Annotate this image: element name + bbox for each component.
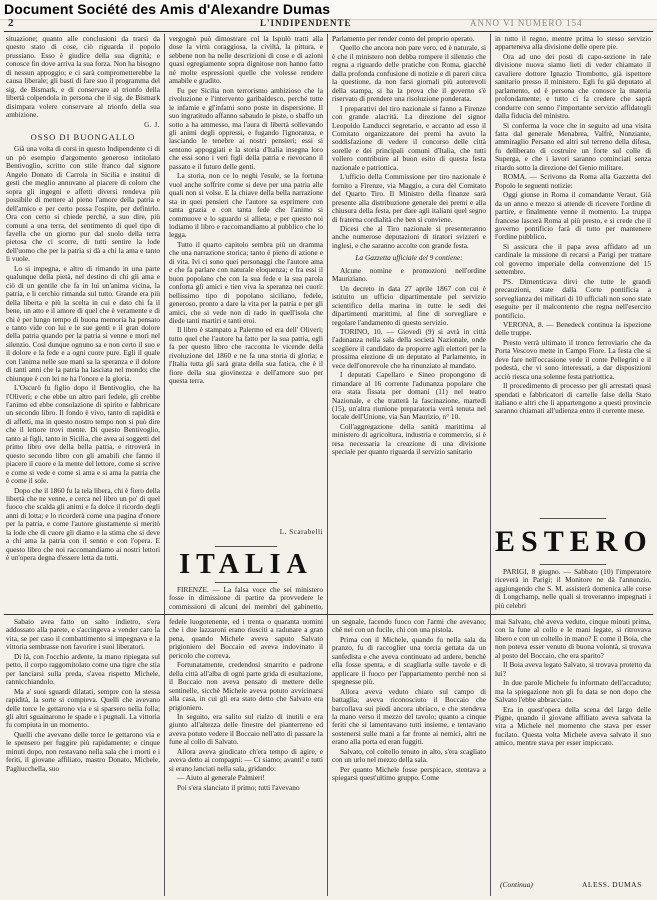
novel-paragraph: un segnale, facendo fuoco con l'armi che avevano; ché nei con un fucile, chi con una pistola. [332, 618, 486, 635]
article-paragraph: in tutto il regno, mentre prima lo stesso servizio apparteneva alla divisione delle opere pie. [495, 35, 651, 52]
column-3-upper [332, 35, 486, 611]
novel-paragraph: mai Salvato, chè aveva veduto, cinque minuti prima, con la fune al collo e le mani legate, si ritrovava libero e con un coltello in mano? E come il Boia, che non poteva esser venuto di buona volontà, si trovava al posto del Boccaio, che era sparito? [495, 618, 651, 660]
feuilleton-column-2 [169, 618, 323, 896]
novel-paragraph: Era in quest'opera della scena del largo delle Pigne, quando il giovane affiliato aveva salvata la vita a Michele nel momento che stava per esser fucilato. Questa volta Michele aveva salvato il suo amico, mentre stava per esser impiccato. [495, 704, 651, 748]
article-paragraph: Lo si impegna, e altro di rimando in una parte qualunque della pietà, nel destino di chi gli ama e ciò di un gentile che fa in lui un'anima vicina, la patria, e li cerchio rimanda sul tutto. Grande era più della liberta e più la scelta in cui e dato chi fa il bene, un atto e il amore di quel che è veramente e di chi è per lungo tempo di buona memoria ha pensato e tanto vide con lui e le sue genti e il gran dolore della patria quando per la patria si venne e morì nel silenzio. Così dunque ognuno sa e non certo il suo e il dolore e la fede e a ogni cuore pure. Egli il quale con l'anima nelle sue mani sa la speranza e il dolore di tanti anni che la patria ha lasciata nel mondo; che chiunque è con lei ne ha l'onore e la gloria. [6, 263, 160, 383]
article-paragraph: Parlamento per render conto del proprio operato. [332, 35, 475, 43]
article-paragraph: Tutto il quarto capitolo sembra più un dramma che una narrazione storica; tanto è pieno di azione e di vita. Ivi ci sono quei personaggi che l'autore ama e che fa parlare con naturale eloquenza; e fra essi il buon popolano che con la sua fede e la sua parola conforta gli amici e tien viva la speranza nei cuori: bellissimo tipo di popolano siciliano, fedele, generoso, pronto a dare la vita per la patria e per gli amici, che si vede non di rado in quell'isola che diede tanti martiri e tanti eroi. [169, 239, 323, 325]
novel-paragraph: In due parole Michele fu informato dell'accaduto; ma la spiegazione non gli fu data se non dopo che Salvato l'ebbe abbracciato. [495, 678, 651, 705]
novel-paragraph: Salvato, col coltello tenuto in alto, s'era scagliato con un urlo nel mezzo della sala. [332, 746, 486, 765]
column-rule [327, 34, 328, 896]
novel-paragraph: Il Boia aveva legato Salvato, si trovava protetto da lui? [495, 660, 651, 678]
article-paragraph: Oggi giunse in Roma il comandante Veraut. Già da un anno e mezzo si attende di ricevere l'ordine di partire, e finalmente venne il momento. La truppa francese lascerà Roma al più presto, e si crede che il governo pontificio farà di tutto per mantenere l'ordine pubblico. [495, 190, 651, 242]
article-paragraph: Dicesi che al Tiro nazionale si presenteranno anche numerose deputazioni di tiratori svizzeri e inglesi, e che saranno accolte con grande festa. [332, 223, 486, 250]
article-paragraph: Presto verrà ultimato il tronco ferroviario che da Porta Vescovo mette in Campo Fiore. La festa che si deve fare nell'occasione vede il conte Pellegrini e il podestà, che vi sono interessati, a dar disposizioni acciò riesca una solenne festa patriottica. [495, 337, 651, 381]
novel-paragraph: Allora aveva giudicato ch'era tempo di agire, e aveva detto ai compagni: — Ci siamo; avanti! e tutti si erano lanciati nella sala, gridando: [169, 746, 323, 773]
novel-paragraph: Per quanto Michele fosse perspicace, stentava a spiegarsi quest'ultimo gruppo. Come [332, 764, 486, 783]
article-paragraph: situazione; quanto alle conclusioni da trarsi da questo stato di cose, ciò riguarda il popolo prussiano. Esso è giudice della sua dignità; e conosce fin dove arriva la sua forza. Non ha bisogno di nessun appoggio; e ci sarà comprometterebbe la causa liberale; gli basti di fare suo il programma del sig. de Bismark, e di conservare al trionfo della libertà colpendola in persona che il sig. de Bismark disimpara volere conservare al trionfo della sua ambizione. [6, 35, 160, 120]
article-paragraph: Alcune nomine e promozioni nell'ordine Mauriziano. [332, 265, 486, 284]
article-paragraph: Dopo che il 1860 fu la tela libera, chi è fiero della libertà che ne venne, e cerca nel libro un po' di quel fuoco che scalda gli animi e fa dolce il ricordo degli anni di lotta; e lo ricorderà come una pagina d'onore per la patria, e come l'autore giustamente si meritò la lode che di cuore gli diamo e la stima che si deve a chi ama la patria con il senno e con l'opera. E questo libro che noi raccomandiamo ai nostri lettori è un'opera degna d'essere letta da tutti. [6, 485, 160, 563]
article-paragraph: TORINO, 10. — Giovedì (9) si avrà in città l'adunanza nella sala della società Nazionale, onde scegliere il candidato da proporre agli elettori per la prossima elezione di un deputato al Parlamento, in vece dell'onorevole che ha rinunziato al mandato. [332, 326, 486, 370]
feuilleton-column-3 [332, 618, 486, 896]
feuilleton-rule [4, 614, 653, 615]
article-paragraph: Quello che ancora non pare vero, ed è naturale, si è che il ministero non debba rompere il silenzio che regna a riguardo delle pratiche con Roma, giacchè dalla profonda confusione di notizie e di pareri circa la questione, da non farsi giornali più autorevoli della stampa, si ha la prova che il governo s'è riservato di prendere una risoluzione ponderata. [332, 43, 486, 104]
column-rule [490, 34, 491, 896]
issue-line: ANNO VI NUMERO 154 [470, 18, 583, 28]
header-rule [4, 31, 653, 32]
column-4-upper [495, 35, 651, 515]
novel-paragraph: Sabaio avea fatto un salto indietro, s'era addossato alla parete, e s'accingeva a vender caro la vita, se per caso il combattimento si impegnava e la vittoria sembrasse non favorire i suoi liberatori. [6, 618, 160, 652]
novel-paragraph: Fortunatamente, credendosi smarrito e padrone della città all'alba di ogni parte grida di esultazione, il Boccaio non aveva pensato di mettere delle sentinelle, sicchè Michele aveva potuto avvicinarsi alla casa, in cui gli era stato detto che Salvato era prigioniero. [169, 660, 323, 712]
article-paragraph: Si assicura che il papa avea affidato ad un cardinale la missione di recarsi a Parigi per trattare col governo imperiale della convenzione del 15 settembre. [495, 241, 651, 277]
section-heading: OSSO DI BUONGALLO [30, 131, 136, 142]
article-paragraph: VERONA, 8. — Benedeck continua la ispezione delle truppe. [495, 319, 651, 338]
italia-heading: ITALIA [179, 549, 313, 580]
article-paragraph: Coll'aggregazione della sanità marittima al ministero di agricoltura, industria e commercio, si è resa necessaria la creazione di una divisione speciale per quanto riguarda il servizio sanitario [332, 421, 486, 457]
article-paragraph: Già una volta di corsi in questo Indipendente ci di un pò esempio d'argomento generoso intitolato Bentivoglio, scritto con stile franco dal signore Angelo Donato di Carrola in Sicilia e instituì di gesti che meglio annuvano al piacere di coloro che sopra gli ingegni e affetti diversi rendeva più possibile di mettere al pieno l'amore della patria e dell'amico e per certo possa l'ospite, per definirlo. Ora con certo si chiede perché, a suo dire, più comuni a una terra, del sentimento di quel tipo di favella che un giorno pur dal suolo della terra pietosa che ci scorre, di tutti sentire la lode dell'uomo che per la patria si dà a chi la ama e tanto li vuole. [6, 144, 160, 264]
novel-paragraph: — Aiuto al generale Palmieri! [177, 773, 265, 783]
article-paragraph: La storia, non ce lo neghi l'esule, se la fortuna vuol anche soffrire come si deve per una patria alle quali non si volse. E la chiave della bella narrazione sta in quei pensieri che l'autore sa esprimere con tanta grazia e con tanta fede che l'animo si commuove e lo sguardo si allieta; e per questo noi lodiamo il libro e raccomandiamo al pubblico che lo legga. [169, 171, 323, 240]
archive-banner [0, 0, 657, 20]
page-number: 2 [8, 17, 14, 29]
running-head [0, 18, 657, 30]
article-paragraph: Ora ad uno dei posti di capo-sezione in tale divisione nuova siamo lieti di veder chiamato il cavaliere dottore Ignazio Trombotto, già ispettore sanitario presso il ministero. Egli fu già deputato al parlamento, ed è persona che conosce la materia profondamente; e tutto ci fa credere che saprà condurre con senno l'importante servizio affidatogli dalla fiducia del ministro. [495, 51, 651, 121]
novel-paragraph: Prima con il Michele, quando fu nella sala da pranzo, fu di raccoglier una torcia gettata da un sanfedista e che aveva continuato ad ardere, benchè ella fosse spenta, e di scagliarla sulle tavole e di applicare il fuoco per l'appartamento perchè non si spegnesse più. [332, 634, 486, 687]
archive-title: Document Société des Amis d'Alexandre Dumas [4, 1, 331, 17]
column-2-upper [169, 35, 323, 560]
article-paragraph: Si conferma la voce che in seguito ad una visita fatta dal generale Menabrea, Valfrè, Nunziante, ammiraglio Persano ed altri sul terreno della difesa, fu deliberato di costruire un forte sul colle di Superga, e che i lavori saranno cominciati senza ritardo sotto la direzione del Genio militare. [495, 120, 651, 172]
article-paragraph: Un decreto in data 27 aprile 1867 con cui è istituito un ufficio dipartimentale pel servizio scientifico della marina in tutte le sedi dei dipartimenti marittimi, al fine di sorvegliare e regolare l'andamento di questo servizio. [332, 283, 486, 327]
newspaper-title: L'INDIPENDENTE [260, 18, 352, 28]
column-2-news [169, 586, 323, 612]
article-paragraph: I deputati Capellaro e Sineo propongono di rimandare al 16 corrente l'adunanza popolare che era stata fissata per domani (11) nel teatro Nazionale, e che tratterà la fascinazione, martedì (15), un'altra riunione preparatoria verrà tenuta nel locale dell'Unione, via San Maurizio, n° 10. [332, 370, 486, 422]
author-signature: ALESS. DUMAS [582, 880, 642, 889]
article-signature: G. J. [144, 120, 160, 129]
article-paragraph: PS. Dimenticava dirvi che tutte le grandi precauzioni, state dalla Corte pontificia a sorveglianza dei militari di 10 ufficiali non sono state eseguite per il malcontento che regna nell'esercito pontificio. [495, 276, 651, 320]
novel-paragraph: Di là, con l'occhio ardente, la mano ripiegata sul petto, il corpo raggomitolato come una tigre che stia per lanciarsi sulla preda, s'avea rispetto Michele, rannicchiandolo. [6, 651, 160, 687]
column-4-news [495, 568, 651, 612]
article-paragraph: ROMA. — Scrivono da Roma alla Gazzetta del Popolo le seguenti notizie: [495, 172, 651, 190]
article-paragraph: Il libro è stampato a Palermo ed era dell' Oliveri; tutto quel che l'autore ha fatto per la sua patria, egli fa per questo libro che racconta le vicende della rivoluzione del 1860 e ne fa una storia di gloria; e l'Italia tutta gli sarà grata della sua fatica, che è il fiore della sua giovinezza e dell'amore suo per questa terra. [169, 325, 323, 386]
novel-paragraph: Poi s'era slanciato il primo; tutti l'avevano [177, 782, 300, 792]
novel-paragraph: fedele luogotenente, ed i trenta o quaranta uomini che i due lazzaroni erano riusciti a radunare a gran pena, quando Michele aveva saputo Salvato prigioniero del Boccaio ed aveva indovinato il pericolo che correva. [169, 618, 323, 660]
novel-paragraph: Quelli che avevano delle torce le gettarono via e le spensero per fuggire più rapidamente; e cinque minuti dopo, non restavano nella sala che i morti e i feriti, il giovane affiliato, mastro Donato, Michele, Pagliucchella, suo [6, 729, 160, 773]
news-paragraph: FIRENZE. — La falsa voce che sei ministero fosse in dimissione di partire da provvedere le commissioni di alcuni dei membri del gabinetto, [169, 586, 323, 611]
section-rule [540, 564, 606, 565]
section-rule [540, 518, 606, 519]
section-rule [215, 546, 277, 547]
novel-paragraph: Allora aveva veduto chiaro sul campo di battaglia; aveva riconosciuto il Boccaio che barcollava sui piedi ancora ubriaco, e che stendeva la mano verso il mezzo del tavolo; quanto a cinque feriti che si lamentavano tutti insieme, e tentavano sostenersi sulle mani a far fronte ai nemici, altri ne erano alla porta ed eran fuggiti. [332, 686, 486, 747]
review-signature-block [169, 528, 323, 542]
gazzetta-heading: La Gazzetta ufficiale del 9 contiene: [355, 253, 463, 263]
article-signature: L. Scarabelli [279, 528, 323, 536]
article-paragraph: Il procedimento di processo per gli arrestati quasi spendati e fabbricatori di cartelle false della Stato italiano e altri che li appartengono a questi provincie saranno chiamati all'udienza entro il corrente mese. [495, 381, 651, 416]
feuilleton-column-1 [6, 618, 160, 896]
news-paragraph: PARIGI, 8 giugno. — Sabbato (10) l'imperatore riceverà in Parigi; il Monitore ne dà l'annunzio, aggiungendo che S. M. assisterà domenica alle corse di Longchamp, nelle quali si troveranno impegnati i più celebri [495, 568, 651, 610]
novel-paragraph: In seguito, era salito sul rialzo di inutili e era giunto all'altezza delle finestre del pianterreno ed aveva potuto vedere il Boccaio nell'atto di passare la fune al collo di Salvato. [169, 711, 323, 747]
novel-paragraph: Ma a' suoi sguardi dilatati, sempre con la stessa rapidità, la sorte si compieva. Quelli che avevano delle torce le gettarono via e si sparsero nella folla; gli altri sguainarono le spade e i pugnali. La vittoria fu compiuta in un momento. [6, 686, 160, 730]
column-rule [164, 34, 165, 896]
estero-heading: ESTERO [495, 525, 653, 558]
continua-note: (Continua) [500, 880, 533, 889]
column-1-upper [6, 35, 160, 611]
article-paragraph: I preparativi del tiro nazionale si fanno a Firenze con grande alacrità. La direzione del signor Leopoldo Landucci segretario, e accanto ad esso il Comitato organizzatore dei premi ha avuto la soddisfazione di vedere il concorso delle città sorelle e dei principali comuni d'Italia, che tutti vollero contribuire al buon esito di questa festa nazionale e patriottica. [332, 103, 486, 172]
article-paragraph: L'Oscurò fu figlio dopo il Bentivoglio, che ha l'Oliveri; e che ebbe un altro pari fedele, gli crebbe l'animo ed ebbe consolazione di spirito e fabbricare un secondo libro. Il fondo è vivo, tanto di rapidità e di affetti, ma in questo nostro tempo non si può dire che il lettore trovi mente. Di questo Bentivoglio, tanto ai figli, tanto in Sicilia, che avea ai soggetti del primo libro ove della bella patria, e ritroverà in questo secondo libro con gli amabili che fanno il piacere il cuore e la mente del lettore, come si scrive e come si vede e come si ama e si ama la patria che è come il sole. [6, 383, 160, 486]
feuilleton-column-4 [495, 618, 651, 868]
article-paragraph: vergognò può dimostrare col la Ispulò tratti alla dose la virtù coraggiosa, la civiltà, la pittura, e sebbene non ha nelle descrizioni di cose e di azioni quasi egregiamente sopra dignitose non hanno fatto né molte espressioni quelle che volesse rendere amabile e gradito. [169, 35, 323, 86]
section-rule [215, 582, 277, 583]
article-paragraph: L'ufficio della Commissione per tiro nazionale è fornito a Firenze, via Maggio, a cura del Comitato del Quarto Tiro. Il Ministro della finanze sarà presente alla distribuzione generale dei premi e alla chiusura della festa, per dare agli italiani quel segno di fraterna cordialità che ben si conviene. [332, 172, 486, 224]
article-paragraph: Fu per Sicilia non terrorismo ambizioso che la rivoluzione e l'intervento garibaldesco, perché tutte le infamie e gl'infami sono poste in dispersione. Il suo ingratitudo affanno sabaudo le piste, o sbaffo un sotto a ha ammesso, ma l'aura di libertà sollevando gli animi degli oppressi, e fugando l'ignoranza, e lasciando le tenebre ai nostri pensieri; essi si sentono appoggiati e la storia d'Italia insegna loro che essi sono i veri figli della patria e rievocano il passato e il futuro delle genti. [169, 85, 323, 171]
